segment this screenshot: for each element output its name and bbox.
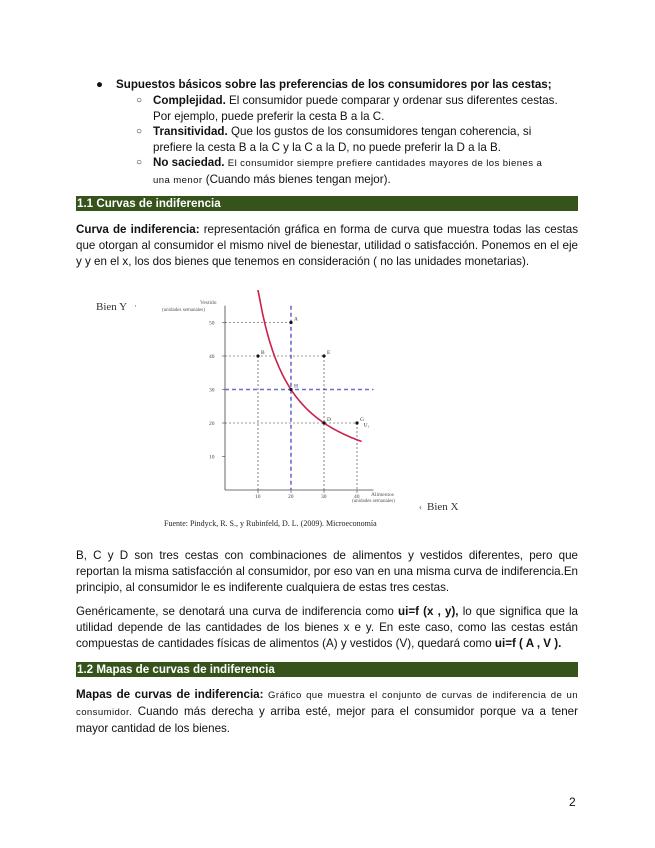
ring-bullet: ○ [136,157,143,168]
formula-1: ui=f (x , y), [398,605,459,618]
assumption-text-small: una menor [153,175,203,186]
y-axis-title-2: (unidades semanales) [162,308,205,313]
ring-bullet: ○ [136,95,143,106]
page-number: 2 [569,795,576,809]
point-A [289,321,292,324]
assumption-text-2: prefiere la cesta B a la C y la C a la D, no puede preferir la D a la B. [153,141,501,154]
point-label: H [294,383,298,390]
indifference-chart [90,290,470,530]
point-label: E [327,350,331,356]
bien-x-label: Bien X [427,501,459,513]
y-tick-label: 20 [209,421,215,427]
bien-y-label: Bien Y [96,301,128,313]
assumption-text-2: (Cuando más bienes tengan mejor). [205,173,391,186]
point-label: G [360,417,364,423]
formula-2: ui=f ( A , V ). [494,637,562,650]
paragraph-bcd: B, C y D son tres cestas con combinaciones de alimentos y vestidos diferentes, pero que reportan la misma satisfacción al consumidor, por eso van en una misma curva de indiferencia.En principio, al consumidor le es indiferente cualquiera de estas tres cestas. [76,549,579,594]
section-heading-curvas: 1.1 Curvas de indiferencia [76,196,578,211]
definition-curva [76,222,578,270]
generic-text-2: lo que significa que la utilidad depende de las cantidades de los bienes x e y. En este caso, como las cestas están compuestas de cantidades físicas de alimentos (A) y vestidos (V), quedará como [76,605,578,650]
assumption-text: Que los gustos de los consumidores tengan coherencia, si [230,125,532,138]
point-label: D [327,417,331,423]
paragraph-generic [76,604,578,652]
definition-mapas [76,687,578,737]
point-E [322,354,325,357]
point-D [322,421,325,424]
definition-term: Curva de indiferencia: [76,223,200,236]
assumption-text-2: Por ejemplo, puede preferir la cesta B a la C. [153,110,385,123]
assumption-term: Transitividad. [153,125,228,138]
generic-text-1: Genéricamente, se denotará una curva de indiferencia como [76,605,394,618]
indifference-curve-u1 [256,290,362,441]
y-marker-dot: · [134,301,137,311]
y-tick-label: 50 [209,320,215,327]
point-label: A [294,316,298,323]
y-axis-title-1: Vestido [200,300,217,306]
ring-bullet: ○ [136,126,143,137]
definition-small-text: Gráfico que muestra el conjunto de curvas de indiferencia de un consumidor. [76,690,578,718]
point-G [355,421,358,424]
section-heading-mapas: 1.2 Mapas de curvas de indiferencia [76,662,578,677]
point-H [289,388,292,391]
assumptions-heading-text: Supuestos básicos sobre las preferencias de los consumidores por las cestas; [116,78,552,91]
x-axis-title-2: (unidades semanales) [352,499,395,504]
x-tick-label: 10 [255,494,261,500]
assumption-item-transitividad [136,124,578,156]
assumption-text: El consumidor puede comparar y ordenar sus diferentes cestas. [229,94,558,107]
assumption-term: Complejidad. [153,94,226,107]
point-B [256,354,259,357]
bullet-dot: ● [96,78,104,91]
x-tick-label: 30 [321,494,327,500]
definition-text: representación gráfica en forma de curva que muestra todas las cestas que otorgan al consumidor el mismo nivel de bienestar, utilidad o satisfacción. Ponemos en el eje y y en el x, los dos bienes que tenemos en consideración ( no las unidades monetarias). [76,223,578,268]
assumption-item-complejidad [136,93,578,125]
assumption-item-no-saciedad [136,155,578,189]
assumption-term: No saciedad. [153,156,225,169]
assumption-text: El consumidor siempre prefiere cantidades mayores de los bienes a [227,158,543,169]
figure-source: Fuente: Pindyck, R. S., y Rubinfeld, D. L. (2009). Microeconomía [164,519,377,528]
point-label: B [261,350,265,356]
y-tick-label: 40 [209,354,215,360]
y-tick-label: 10 [209,454,215,461]
definition-term: Mapas de curvas de indiferencia: [76,688,264,701]
x-tick-label: 20 [288,494,294,500]
definition-text: Cuando más derecha y arriba esté, mejor para el consumidor porque va a tener mayor cantidad de los bienes. [76,705,578,735]
y-tick-label: 30 [209,387,215,394]
indifference-curve-figure [90,290,470,530]
x-axis-title-1: Alimentos [371,492,394,498]
x-tick-label: 40 [354,494,360,500]
curve-label-u1: U₁ [363,422,370,429]
x-marker-dot: ‹ [419,502,422,512]
